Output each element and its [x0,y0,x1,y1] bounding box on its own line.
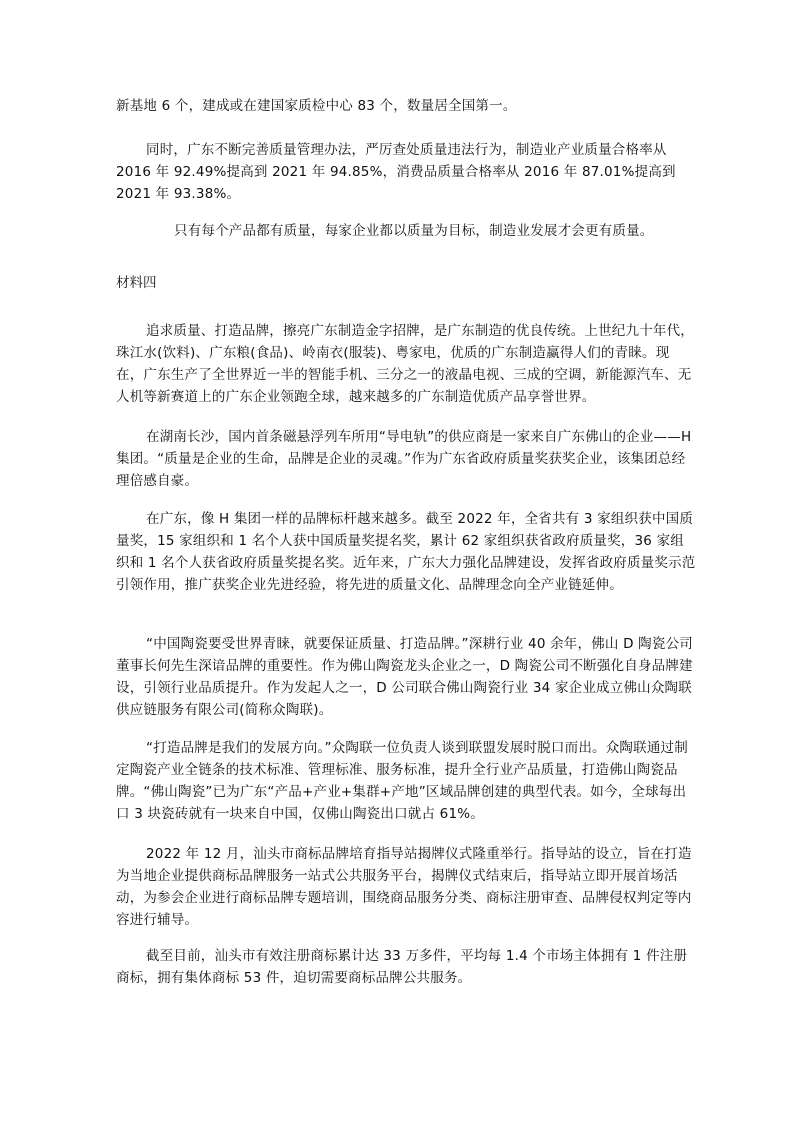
paragraph-9: 2022 年 12 月，汕头市商标品牌培育指导站揭牌仪式隆重举行。指导站的设立，旨在打造为当地企业提供商标品牌服务一站式公共服务平台，揭牌仪式结束后，指导站立即开展首场活动，为参会企业进行商标品牌专题培训，围绕商品服务分类、商标注册审查、品牌侵权判定等内容进行辅导。 [116,846,692,928]
paragraph-8: “打造品牌是我们的发展方向。”众陶联一位负责人谈到联盟发展时脱口而出。众陶联通过制定陶瓷产业全链条的技术标准、管理标准、服务标准，提升全行业产品质量，打造佛山陶瓷品牌。“佛山陶瓷”已为广东“产品+产业+集群+产地”区域品牌创建的典型代表。如今，全球每出口 3 块瓷砖就有一块来自中国，仅佛山陶瓷出口就占 61%。 [116,740,688,822]
paragraph-7: “中国陶瓷要受世界青睐，就要保证质量、打造品牌。”深耕行业 40 余年，佛山 D 陶瓷公司董事长何先生深谙品牌的重要性。作为佛山陶瓷龙头企业之一，D 陶瓷公司不断强化自身品牌建设，引领行业品质提升。作为发起人之一，D 公司联合佛山陶瓷行业 34 家企业成立佛山众陶联供应链服务有限公司(简称众陶联)。 [116,636,693,718]
paragraph-1: 新基地 6 个，建成或在建国家质检中心 83 个，数量居全国第一。 [116,98,517,114]
paragraph-10: 截至目前，汕头市有效注册商标累计达 33 万多件，平均每 1.4 个市场主体拥有 1 件注册商标，拥有集体商标 53 件，迫切需要商标品牌公共服务。 [116,948,688,986]
paragraph-4: 追求质量、打造品牌，擦亮广东制造金字招牌，是广东制造的优良传统。上世纪九十年代，珠江水(饮料)、广东粮(食品)、岭南衣(服装)、粤家电，优质的广东制造赢得人们的青睐。现在，广东生产了全世界近一半的智能手机、三分之一的液晶电视、三成的空调，新能源汽车、无人机等新赛道上的广东企业领跑全球，越来越多的广东制造优质产品享誉世界。 [116,323,694,405]
section-title: 材料四 [116,275,157,291]
paragraph-5: 在湖南长沙，国内首条磁悬浮列车所用“导电轨”的供应商是一家来自广东佛山的企业——H 集团。“质量是企业的生命，品牌是企业的灵魂。”作为广东省政府质量奖获奖企业，该集团总经理倍感自豪。 [116,429,692,489]
paragraph-6: 在广东，像 H 集团一样的品牌标杆越来越多。截至 2022 年，全省共有 3 家组织获中国质量奖，15 家组织和 1 名个人获中国质量奖提名奖，累计 62 家组织获省政府质量奖，36 家组织和 1 名个人获省政府质量奖提名奖。近年来，广东大力强化品牌建设，发挥省政府质量奖示范引领作用，推广获奖企业先进经验，将先进的质量文化、品牌理念向全产业链延伸。 [116,511,696,593]
paragraph-2: 同时，广东不断完善质量管理办法，严厉查处质量违法行为，制造业产业质量合格率从 2016 年 92.49%提高到 2021 年 94.85%，消费品质量合格率从 2016 年 87.01%提高到 2021 年 93.38%。 [116,142,676,202]
paragraph-3: 只有每个产品都有质量，每家企业都以质量为目标，制造业发展才会更有质量。 [174,223,654,239]
